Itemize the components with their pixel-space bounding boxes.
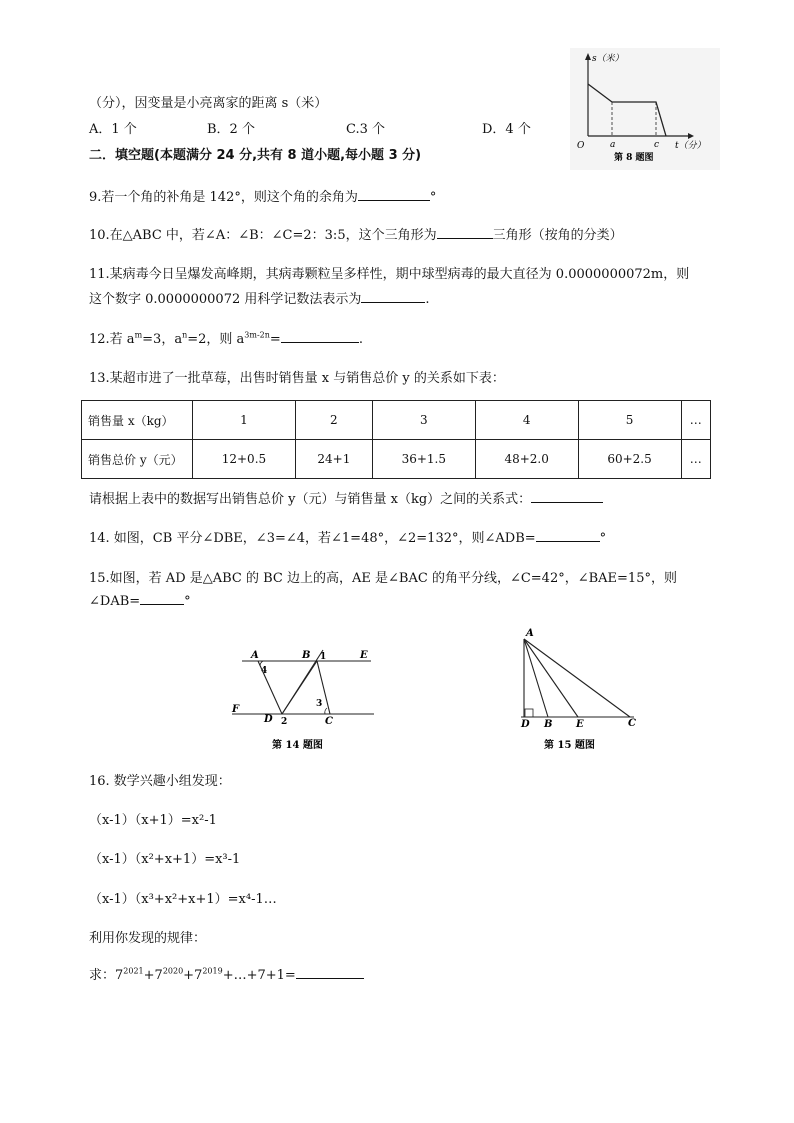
q8-tick-a: a [610, 140, 616, 150]
fig15-caption: 第 15 题图 [544, 740, 595, 751]
price-cell: 12+0.5 [193, 440, 296, 479]
q16-plus-1: +7 [143, 968, 163, 983]
question-12 [89, 328, 363, 347]
fig15-label-a: A [526, 628, 534, 639]
q12-end: . [358, 332, 363, 347]
q8-option-a: A．1 个 [89, 122, 137, 137]
quantity-cell: 4 [475, 401, 578, 440]
question-14 [89, 527, 606, 546]
price-cell: 60+2.5 [578, 440, 681, 479]
q8-caption: 第 8 题图 [614, 153, 654, 163]
fig14-label-1: 1 [320, 652, 327, 662]
q10-text: 10.在△ABC 中，若∠A：∠B：∠C=2：3:5，这个三角形为 [89, 228, 437, 243]
q9-answer-blank[interactable] [358, 188, 430, 201]
q13-table [81, 400, 711, 479]
fig14-label-2: 2 [281, 717, 288, 727]
fig14-caption: 第 14 题图 [272, 740, 323, 751]
question-13-ask [89, 488, 603, 507]
fig14-label-e: E [360, 650, 368, 661]
q13-text: 13.某超市进了一批草莓，出售时销售量 x 与销售总价 y 的关系如下表： [89, 371, 505, 386]
q15-line1: 15.如图，若 AD 是△ABC 的 BC 边上的高，AE 是∠BAC 的角平分线，∠C=42°，∠BAE=15°，则 [89, 571, 677, 586]
question-16-ask [89, 964, 364, 983]
q15-line2-text: ∠DAB= [89, 594, 141, 609]
q9-text: 9.若一个角的补角是 142°，则这个角的余角为 [89, 190, 358, 205]
q10-answer-blank[interactable] [437, 226, 493, 239]
fig14-label-4: 4 [261, 666, 268, 676]
q16-rule: 利用你发现的规律： [89, 931, 207, 946]
q16-exp-2020: 2020 [162, 966, 184, 976]
q10-suffix: 三角形（按角的分类） [492, 228, 623, 243]
fig14-label-c: C [325, 716, 333, 727]
q15-answer-blank[interactable] [140, 592, 184, 605]
q16-exp-2021: 2021 [123, 966, 144, 976]
q12-m-exp: m [134, 330, 143, 340]
figure-14 [228, 640, 388, 760]
q8-origin: O [577, 141, 585, 151]
q8-tail-text: （分），因变量是小亮离家的距离 s（米） [89, 96, 328, 111]
row2-header: 销售总价 y（元） [82, 440, 193, 479]
q12-suffix: = [269, 332, 281, 347]
table-row-quantity [82, 401, 711, 440]
q8-tick-c: c [654, 140, 660, 150]
fig14-label-a: A [251, 650, 259, 661]
q11-answer-blank[interactable] [361, 290, 425, 303]
q9-suffix: ° [429, 190, 437, 205]
q16-title: 16. 数学兴趣小组发现： [89, 774, 231, 789]
q14-answer-blank[interactable] [536, 529, 600, 542]
question-10 [89, 224, 623, 243]
price-cell: … [681, 440, 711, 479]
q11-line1: 11.某病毒今日呈爆发高峰期，其病毒颗粒呈多样性，期中球型病毒的最大直径为 0.0000000072m，则 [89, 267, 690, 282]
fig14-label-f: F [232, 704, 240, 715]
section-title: 二．填空题(本题满分 24 分,共有 8 道小题,每小题 3 分) [89, 148, 422, 163]
q16-eq1: （x-1）（x+1）=x²-1 [89, 813, 217, 828]
fig15-label-c: C [628, 718, 636, 729]
quantity-cell: 5 [578, 401, 681, 440]
q16-eq3: （x-1）（x³+x²+x+1）=x⁴-1… [89, 892, 277, 907]
q14-text: 14. 如图，CB 平分∠DBE，∠3=∠4，若∠1=48°，∠2=132°，则∠ADB= [89, 531, 536, 546]
fig15-label-e: E [576, 719, 584, 730]
quantity-cell: 3 [372, 401, 475, 440]
q8-graph [570, 48, 720, 170]
fig14-label-b: B [302, 650, 311, 661]
fig15-label-b: B [544, 719, 553, 730]
q12-prefix: 12.若 a [89, 332, 135, 347]
price-cell: 36+1.5 [372, 440, 475, 479]
question-9 [89, 186, 436, 205]
quantity-cell: 2 [295, 401, 372, 440]
q16-plus-2: +7 [183, 968, 203, 983]
q12-mid2: =2，则 a [187, 332, 245, 347]
q8-option-d: D．4 个 [482, 122, 531, 137]
q16-answer-blank[interactable] [296, 966, 364, 979]
figure-15 [514, 624, 644, 756]
q8-y-label: s（米） [592, 54, 624, 64]
fig15-label-d: D [521, 719, 530, 730]
q16-ask-tail: +…+7+1= [222, 968, 296, 983]
q8-option-c: C.3 个 [346, 122, 386, 137]
q12-exponent: 3m-2n [244, 330, 270, 340]
price-cell: 48+2.0 [475, 440, 578, 479]
q8-x-label: t（分） [675, 141, 706, 151]
q16-eq2: （x-1）（x²+x+1）=x³-1 [89, 852, 241, 867]
q15-suffix: ° [184, 594, 191, 609]
q13-answer-blank[interactable] [531, 490, 603, 503]
q8-option-b: B．2 个 [207, 122, 255, 137]
question-11-line2 [89, 288, 430, 307]
q16-exp-2019: 2019 [202, 966, 223, 976]
quantity-cell: 1 [193, 401, 296, 440]
question-15-line2 [89, 592, 191, 609]
q14-suffix: ° [599, 531, 607, 546]
q11-suffix: . [425, 292, 430, 307]
table-row-price [82, 440, 711, 479]
price-cell: 24+1 [295, 440, 372, 479]
q16-ask-prefix: 求：7 [89, 968, 124, 983]
q11-line2-text: 这个数字 0.0000000072 用科学记数法表示为 [89, 292, 362, 307]
q12-mid1: =3，a [142, 332, 183, 347]
fig14-label-3: 3 [316, 699, 323, 709]
row1-header: 销售量 x（kg） [82, 401, 193, 440]
q12-answer-blank[interactable] [281, 330, 359, 343]
q13-ask-text: 请根据上表中的数据写出销售总价 y（元）与销售量 x（kg）之间的关系式： [89, 492, 532, 507]
quantity-cell: … [681, 401, 711, 440]
q12-n-exp: n [182, 330, 188, 340]
fig14-label-d: D [264, 714, 273, 725]
